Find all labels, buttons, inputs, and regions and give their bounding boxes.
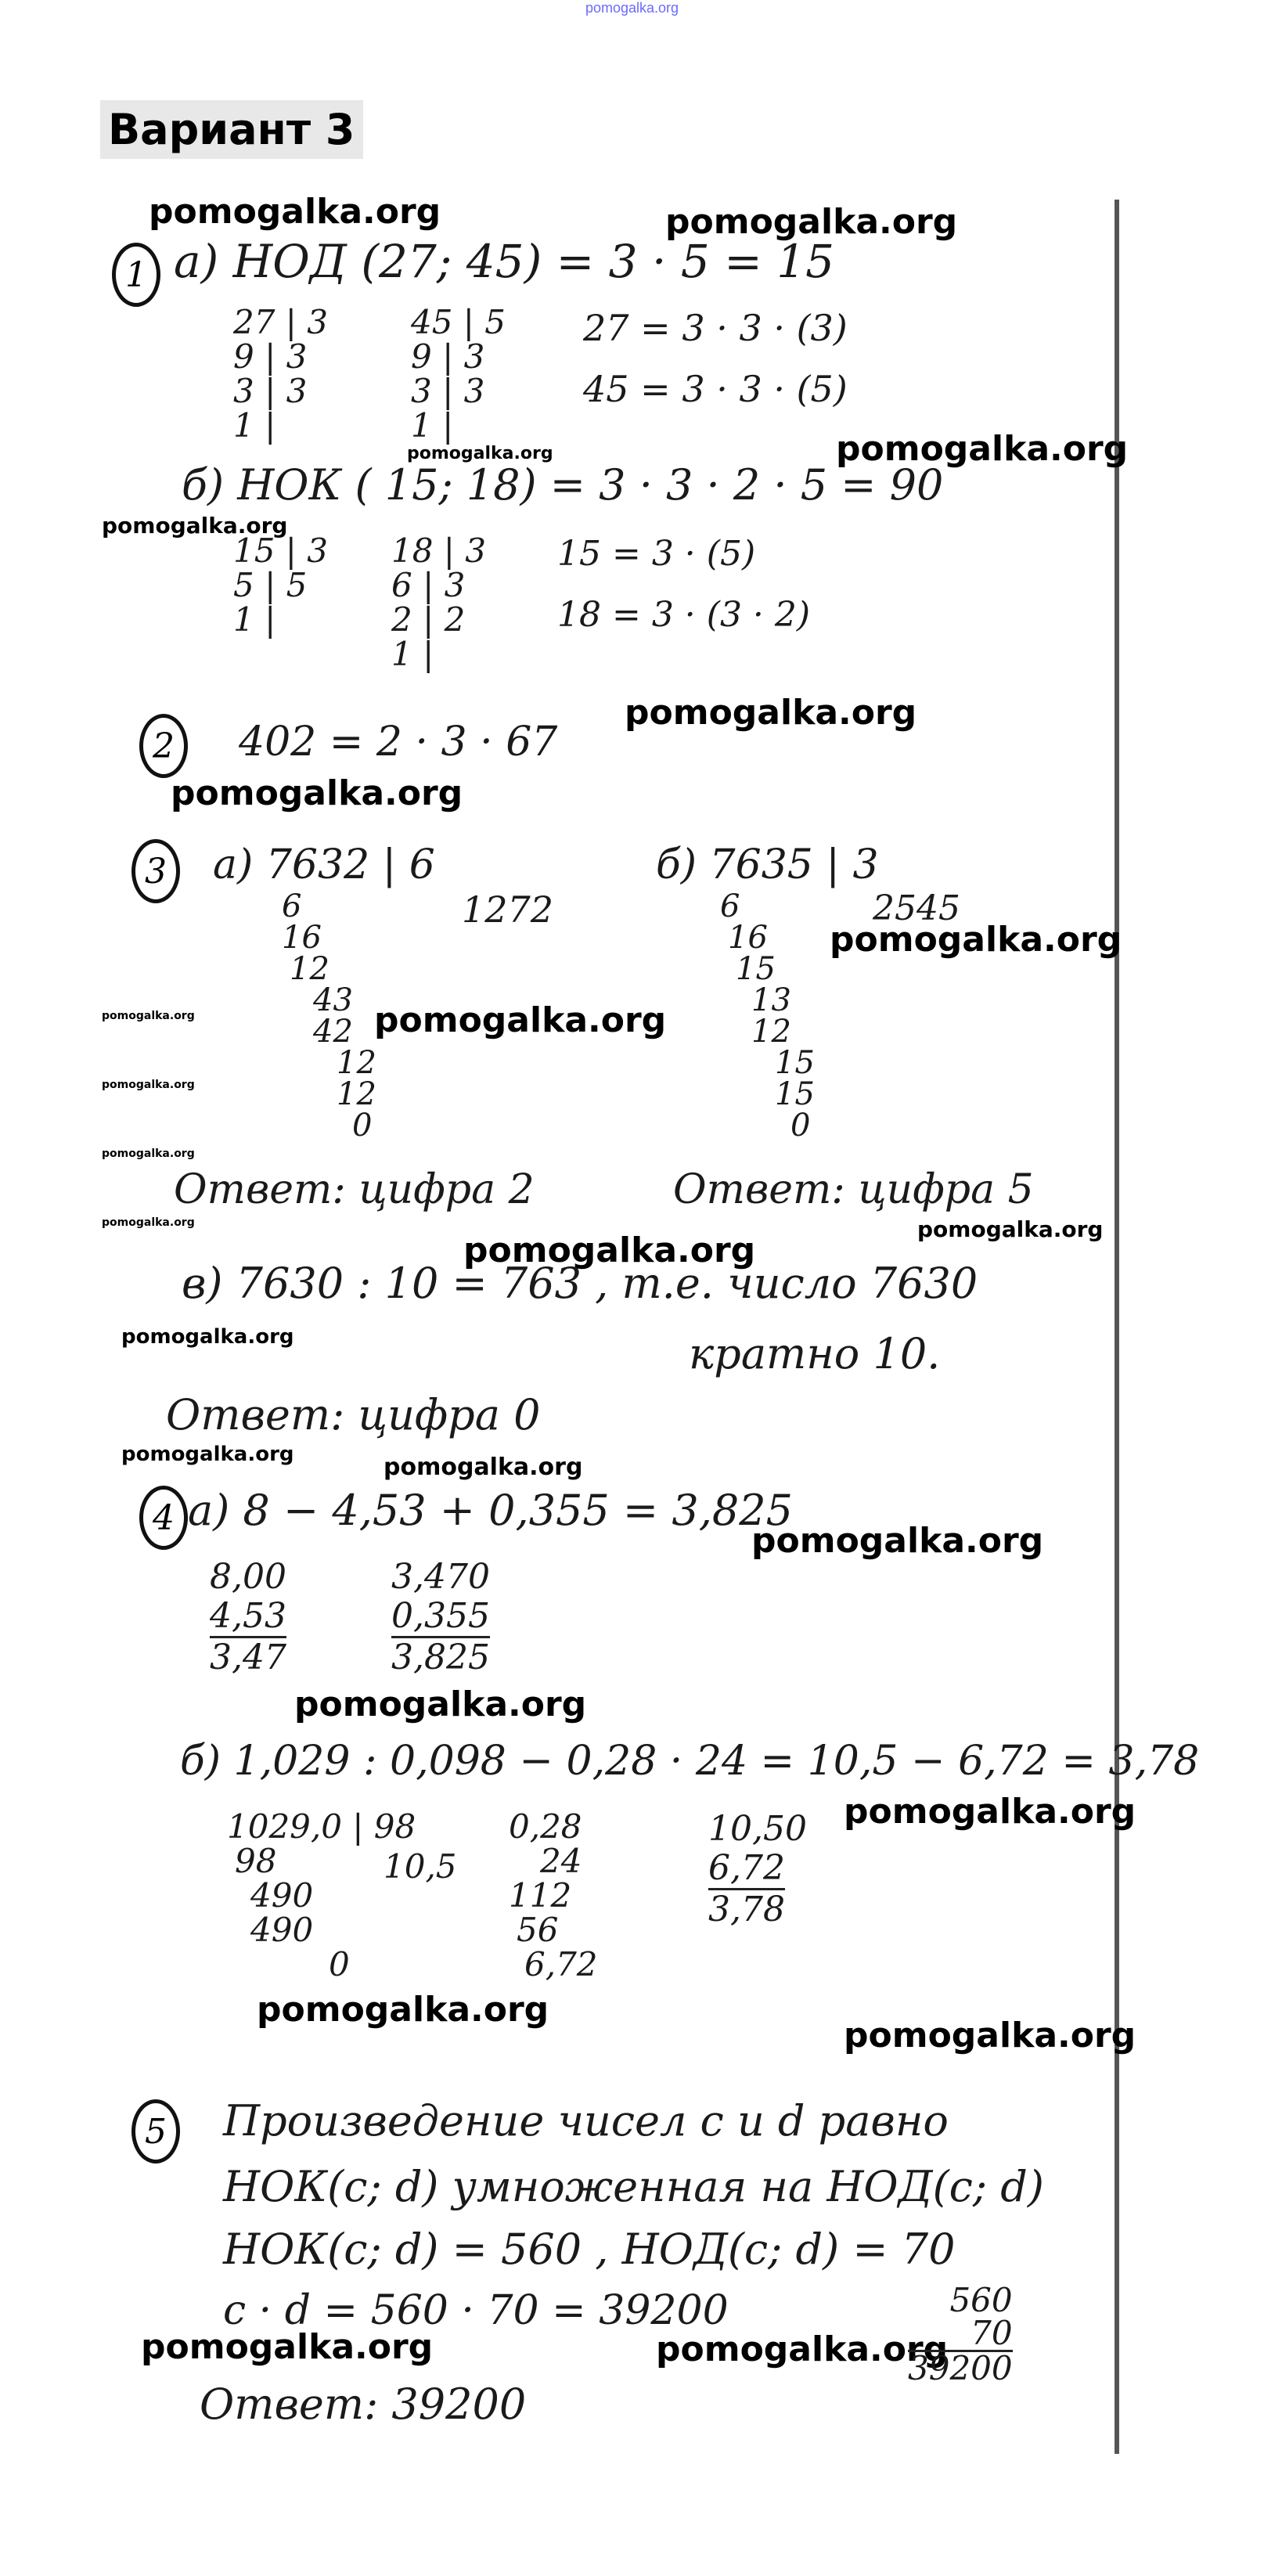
watermark: pomogalka.org [141, 2327, 434, 2367]
task-3a-quotient: 1272 [462, 888, 554, 931]
task-3a-head: а) 7632 | 6 [213, 841, 435, 888]
watermark: pomogalka.org [463, 1230, 756, 1270]
watermark: pomogalka.org [844, 2016, 1136, 2055]
watermark: pomogalka.org [121, 1443, 294, 1466]
watermark: pomogalka.org [102, 513, 288, 539]
watermark: pomogalka.org [656, 2329, 949, 2369]
task-3v-answer: Ответ: цифра 0 [166, 1390, 541, 1439]
task-1a-factor-27: 27 | 3 9 | 3 3 | 3 1 | [233, 303, 329, 445]
top-watermark: pomogalka.org [585, 0, 679, 16]
watermark: pomogalka.org [665, 202, 958, 242]
task-4a-subtraction: 8,00 4,53 3,47 [210, 1557, 286, 1677]
task-5-multiplication: 560 70 39200 [908, 2281, 1013, 2387]
watermark: pomogalka.org [102, 1079, 195, 1091]
watermark: pomogalka.org [917, 1216, 1104, 1242]
watermark: pomogalka.org [751, 1521, 1044, 1561]
task-3v-line1: в) 7630 : 10 = 763 , т.е. число 7630 [182, 1259, 978, 1308]
task-2-line: 402 = 2 · 3 · 67 [239, 719, 558, 766]
task-3b-quotient: 2545 [873, 888, 960, 928]
task-1-number: 1 [112, 243, 160, 307]
watermark: pomogalka.org [149, 192, 441, 232]
task-3a-steps: 6 16 12 43 42 12 12 0 [282, 888, 376, 1144]
watermark: pomogalka.org [844, 1792, 1136, 1832]
task-3b-head: б) 7635 | 3 [656, 841, 879, 888]
task-5-line4: c · d = 560 · 70 = 39200 [223, 2287, 729, 2334]
task-4b-multiplication: 0,28 24 112 56 6,72 [509, 1807, 598, 1983]
task-5-line1: Произведение чисел c и d равно [223, 2096, 949, 2145]
task-2-number: 2 [139, 714, 188, 778]
task-3-number: 3 [131, 839, 180, 903]
task-3b-answer: Ответ: цифра 5 [673, 1166, 1034, 1213]
task-1b-result-15: 15 = 3 · (5) [557, 534, 756, 574]
task-1a-line: а) НОД (27; 45) = 3 · 5 = 15 [174, 235, 835, 288]
task-4b-quotient: 10,5 [384, 1847, 457, 1886]
task-3v-line2: кратно 10. [689, 1329, 941, 1378]
task-5-number: 5 [131, 2099, 180, 2163]
task-4b-division: 1029,0 | 98 98 490 490 0 [227, 1807, 416, 1983]
task-1a-factor-45: 45 | 5 9 | 3 3 | 3 1 | [411, 303, 506, 445]
task-1a-result-27: 27 = 3 · 3 · (3) [583, 307, 848, 349]
task-3b-steps: 6 16 15 13 12 15 15 0 [720, 888, 815, 1144]
task-1b-factor-18: 18 | 3 6 | 3 2 | 2 1 | [391, 531, 487, 673]
task-1b-result-18: 18 = 3 · (3 · 2) [557, 595, 811, 635]
task-5-answer: Ответ: 39200 [200, 2380, 527, 2429]
watermark: pomogalka.org [836, 429, 1129, 469]
task-4a-line: а) 8 − 4,53 + 0,355 = 3,825 [188, 1486, 793, 1535]
watermark: pomogalka.org [384, 1454, 583, 1481]
watermark: pomogalka.org [102, 1216, 195, 1229]
task-5-line2: НОК(c; d) умноженная на НОД(c; d) [223, 2162, 1044, 2211]
task-1b-line: б) НОК ( 15; 18) = 3 · 3 · 2 · 5 = 90 [182, 460, 944, 510]
task-4b-line: б) 1,029 : 0,098 − 0,28 · 24 = 10,5 − 6,72 = 3,78 [180, 1738, 1200, 1785]
watermark: pomogalka.org [625, 693, 917, 733]
task-4-number: 4 [139, 1486, 188, 1550]
watermark: pomogalka.org [102, 1147, 195, 1160]
task-4b-subtraction: 10,50 6,72 3,78 [708, 1809, 807, 1929]
watermark: pomogalka.org [407, 444, 553, 463]
task-1a-result-45: 45 = 3 · 3 · (5) [583, 368, 848, 410]
watermark: pomogalka.org [171, 773, 463, 813]
task-3a-answer: Ответ: цифра 2 [174, 1166, 535, 1213]
task-4a-addition: 3,470 0,355 3,825 [391, 1557, 490, 1677]
watermark: pomogalka.org [830, 920, 1122, 960]
watermark: pomogalka.org [374, 1000, 667, 1040]
task-5-line3: НОК(c; d) = 560 , НОД(c; d) = 70 [223, 2225, 956, 2274]
watermark: pomogalka.org [294, 1684, 587, 1724]
watermark: pomogalka.org [257, 1990, 549, 2030]
watermark: pomogalka.org [121, 1325, 294, 1349]
page-title: Вариант 3 [100, 100, 363, 159]
task-1b-factor-15: 15 | 3 5 | 5 1 | [233, 531, 329, 639]
watermark: pomogalka.org [102, 1010, 195, 1022]
margin-line [1115, 200, 1119, 2454]
